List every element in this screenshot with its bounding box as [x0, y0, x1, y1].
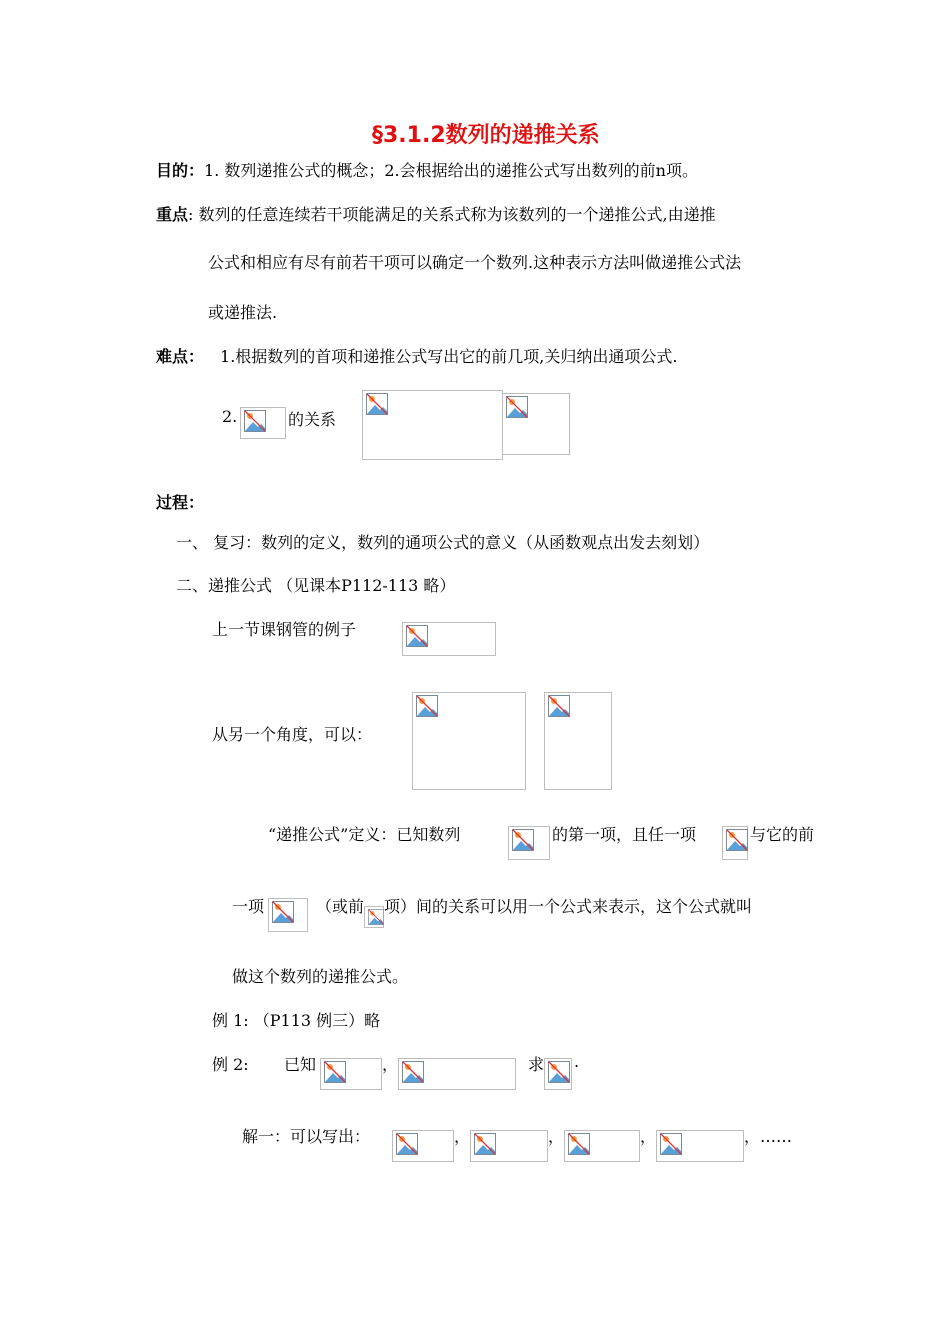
definition-part-4: 一项	[232, 897, 265, 916]
difficulty-item-1: 1.根据数列的首项和递推公式写出它的前几项,关归纳出通项公式.	[220, 347, 678, 366]
example-1: 例 1: （P113 例三）略	[212, 1011, 381, 1030]
solution-1-text: 解一：可以写出：	[242, 1127, 371, 1146]
definition-part-7: 做这个数列的递推公式。	[232, 967, 409, 986]
process-label: 过程：	[156, 493, 205, 512]
formula-image	[412, 692, 526, 790]
review-line: 一、 复习：数列的定义，数列的通项公式的意义（从函数观点出发去刻划）	[176, 533, 710, 552]
difficulty-item-2-suffix: 的关系	[288, 410, 337, 429]
formula-image	[544, 692, 612, 790]
definition-part-6: 项）间的关系可以用一个公式来表示，这个公式就叫	[384, 897, 753, 916]
formula-image	[392, 1130, 454, 1162]
difficulty-item-2-prefix: 2.	[222, 407, 238, 426]
formula-image	[362, 390, 503, 460]
definition-part-5: （或前	[316, 897, 365, 916]
formula-image	[656, 1130, 744, 1162]
recursion-heading: 二、递推公式 （见课本P112-113 略）	[176, 576, 456, 595]
goal-label: 目的：	[156, 161, 205, 180]
solution-separator: ，	[640, 1127, 657, 1146]
page-title: §3.1.2数列的递推关系	[372, 123, 600, 148]
key-point-line-2: 公式和相应有尽有前若干项可以确定一个数列.这种表示方法叫做递推公式法	[208, 253, 742, 272]
goal-text: 1. 数列递推公式的概念；2.会根据给出的递推公式写出数列的前n项。	[204, 161, 698, 180]
key-point-label: 重点	[156, 205, 189, 224]
formula-image	[268, 898, 308, 932]
solution-ellipsis: ，……	[744, 1127, 793, 1146]
formula-image	[402, 622, 496, 656]
example-2-comma: ，	[382, 1055, 399, 1074]
formula-image	[564, 1130, 640, 1162]
formula-image	[398, 1058, 516, 1090]
solution-separator: ，	[454, 1127, 471, 1146]
formula-image	[364, 906, 384, 928]
key-point-line-3: 或递推法.	[208, 303, 278, 322]
example-2-given: 已知	[284, 1055, 317, 1074]
formula-image	[544, 1058, 572, 1090]
formula-image	[502, 393, 570, 455]
another-angle-text: 从另一个角度，可以：	[212, 725, 373, 744]
formula-image	[722, 826, 748, 860]
example-2-label: 例 2:	[212, 1055, 249, 1074]
difficulty-line-1	[156, 344, 677, 367]
formula-image	[470, 1130, 548, 1162]
example-2-period: .	[574, 1052, 580, 1071]
difficulty-label: 难点：	[156, 347, 205, 366]
key-point-line-1	[156, 202, 716, 225]
definition-part-3: 与它的前	[750, 825, 815, 844]
definition-part-2: 的第一项，且任一项	[552, 825, 697, 844]
solution-separator: ，	[548, 1127, 565, 1146]
formula-image	[508, 826, 550, 860]
formula-image	[320, 1058, 382, 1090]
pipe-example-text: 上一节课钢管的例子	[212, 620, 357, 639]
example-2-find: 求	[528, 1055, 545, 1074]
goal-line	[156, 158, 698, 181]
key-point-text-1: : 数列的任意连续若干项能满足的关系式称为该数列的一个递推公式,由递推	[188, 205, 716, 224]
definition-part-1: “递推公式”定义：已知数列	[268, 825, 461, 844]
formula-image	[240, 407, 286, 439]
